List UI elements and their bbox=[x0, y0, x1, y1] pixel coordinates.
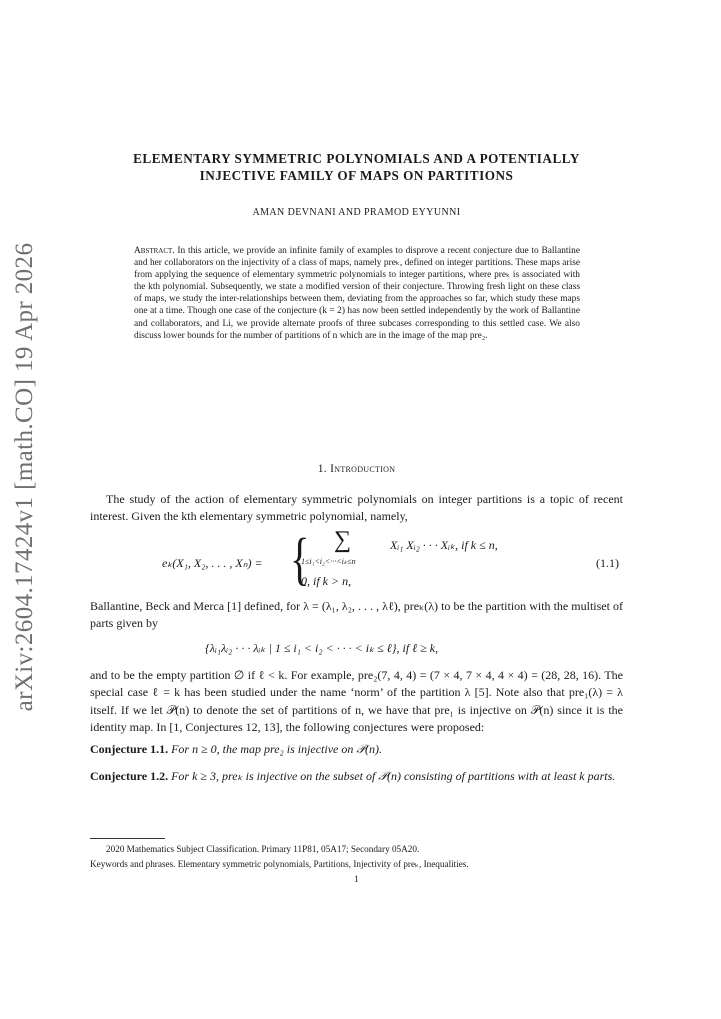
page-number: 1 bbox=[354, 875, 359, 885]
conjecture-label: Conjecture 1.2. bbox=[90, 769, 169, 783]
conjecture-label: Conjecture 1.1. bbox=[90, 742, 169, 756]
conjecture-1-2 bbox=[90, 768, 623, 785]
conjecture-1-1 bbox=[90, 741, 623, 758]
section-heading bbox=[90, 463, 623, 475]
paper-title bbox=[90, 150, 623, 184]
section-title: Introduction bbox=[330, 463, 396, 475]
sum-limits: 1≤i₁<i₂<···<iₖ≤n bbox=[301, 557, 356, 566]
section-number: 1. bbox=[317, 463, 327, 475]
definition-paragraph: Ballantine, Beck and Merca [1] defined, for λ = (λ₁, λ₂, . . . , λℓ), preₖ(λ) to be the partition with the multiset of parts given by bbox=[90, 599, 623, 631]
set-display: {λᵢ₁λᵢ₂ · · · λᵢₖ | 1 ≤ i₁ < i₂ < · · · < iₖ ≤ ℓ}, if ℓ ≥ k, bbox=[205, 641, 439, 655]
conjecture-text: For n ≥ 0, the map pre₂ is injective on 𝒫(n). bbox=[171, 742, 383, 756]
equation-number: (1.1) bbox=[596, 556, 619, 570]
title-line-1: ELEMENTARY SYMMETRIC POLYNOMIALS AND A POTENTIALLY bbox=[133, 151, 580, 166]
sum-symbol: ∑ bbox=[334, 527, 352, 553]
equation-brace: { bbox=[290, 526, 310, 591]
authors: AMAN DEVNANI AND PRAMOD EYYUNNI bbox=[252, 207, 461, 218]
footnote-rule bbox=[90, 838, 165, 839]
footnote-msc: 2020 Mathematics Subject Classification. Primary 11P81, 05A17; Secondary 05A20. bbox=[106, 844, 420, 854]
example-paragraph: and to be the empty partition ∅ if ℓ < k. For example, pre₂(7, 4, 4) = (7 × 4, 7 × 4, 4 × 4) = (28, 28, 16). The special case ℓ = k has been studied under the name ‘norm’ of the partition λ [5]. Note also that pre₁(λ) = λ itself. If we let 𝒫(n) to denote the set of partitions of n, we have that pre₁ is injective on 𝒫(n) since it is the identity map. In [1, Conjectures 12, 13], the following conjectures were proposed: bbox=[90, 668, 623, 735]
footnote-keywords: Keywords and phrases. Elementary symmetric polynomials, Partitions, Injectivity of preₖ, Inequalities. bbox=[90, 859, 469, 869]
intro-paragraph: The study of the action of elementary symmetric polynomials on integer partitions is a topic of recent interest. Given the kth elementary symmetric polynomial, namely, bbox=[90, 492, 623, 524]
abstract-text: In this article, we provide an infinite family of examples to disprove a recent conjecture due to Ballantine and her collaborators on the injectivity of a class of maps, namely preₖ, defined on integer partitions. These maps arise from applying the sequence of elementary symmetric polynomials to integer partitions, where preₖ is associated with the kth polynomial. Subsequently, we state a modified version of their conjecture. Throwing fresh light on these class of maps, we study the inter-relationships between them, deviating from the approaches so far, which study these maps one at a time. Though one case of the conjecture (k = 2) has now been settled independently by the work of Ballantine and collaborators, and Li, we provide alternate proofs of three subcases corresponding to this settled case. We also discuss lower bounds for the number of partitions of n which are in the image of the map pre₂. bbox=[134, 246, 580, 341]
conjecture-text: For k ≥ 3, preₖ is injective on the subset of 𝒫(n) consisting of partitions with at least k parts. bbox=[171, 769, 616, 783]
equation-case-1: Xᵢ₁ Xᵢ₂ · · · Xᵢₖ, if k ≤ n, bbox=[390, 538, 498, 552]
equation-case-2: 0, if k > n, bbox=[301, 574, 352, 588]
equation-lhs: eₖ(X₁, X₂, . . . , Xₙ) = bbox=[162, 556, 263, 570]
abstract bbox=[134, 245, 580, 342]
arxiv-identifier: arXiv:2604.17424v1 [math.CO] 19 Apr 2026 bbox=[11, 242, 38, 712]
title-line-2: INJECTIVE FAMILY OF MAPS ON PARTITIONS bbox=[199, 168, 514, 183]
abstract-label: Abstract. bbox=[134, 246, 175, 256]
